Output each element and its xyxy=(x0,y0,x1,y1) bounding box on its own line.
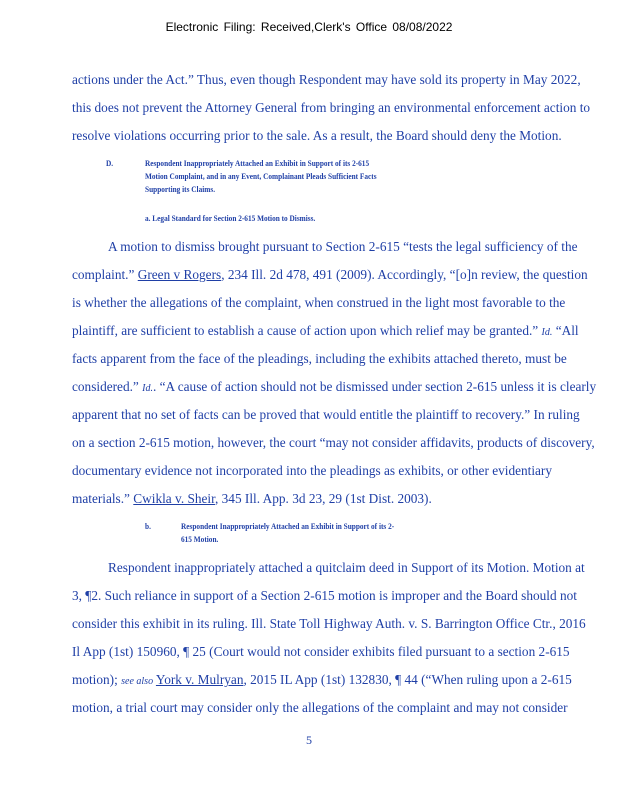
para3-line5 xyxy=(72,672,600,688)
signal-see-also: see also xyxy=(121,676,154,687)
para3-line2: 3, ¶2. Such reliance in support of a Section 2-615 motion is improper and the Board should not xyxy=(72,588,577,603)
para2-line10-a: materials.” xyxy=(72,491,134,506)
citation-toll-highway: Ill. State Toll Highway Auth. v. S. Barrington Office Ctr. xyxy=(251,616,553,631)
heading-b-line2: 615 Motion. xyxy=(181,534,219,544)
page-number: 5 xyxy=(306,733,312,747)
filing-header: Electronic Filing: Received,Clerk's Office 08/08/2022 xyxy=(165,20,453,34)
citation-cwikla-v-sheir: Cwikla v. Sheir xyxy=(133,491,215,506)
para3-line5-a: motion); xyxy=(72,672,122,687)
para3-line1: Respondent inappropriately attached a quitclaim deed in Support of its Motion. Motion at xyxy=(108,560,585,575)
para3-line5-b: , 2015 IL App (1st) 132830, ¶ 44 (“When ruling upon a 2-615 xyxy=(243,672,572,687)
para1-line1: actions under the Act.” Thus, even though Respondent may have sold its property in May 2022, xyxy=(72,72,581,87)
citation-id-2: Id. xyxy=(142,383,153,394)
para2-line4 xyxy=(72,323,600,339)
para2-line8: on a section 2-615 motion, however, the court “may not consider affidavits, products of discovery, xyxy=(72,435,595,450)
para2-line6 xyxy=(72,379,600,395)
citation-green-v-rogers: Green v Rogers xyxy=(137,267,222,282)
para2-line5: facts apparent from the face of the pleadings, including the exhibits attached thereto, must be xyxy=(72,351,567,366)
heading-d-line3: Supporting its Claims. xyxy=(145,184,216,194)
para2-line2 xyxy=(72,267,600,283)
para2-line6-a: considered.” xyxy=(72,379,143,394)
para2-line4-a: plaintiff, are sufficient to establish a cause of action upon which relief may be granted.” xyxy=(72,323,542,338)
heading-d-letter: D. xyxy=(106,158,114,168)
para2-line10 xyxy=(72,491,600,507)
para2-line2-b: , 234 Ill. 2d 478, 491 (2009). Accordingly, “[o]n review, the question xyxy=(221,267,588,282)
heading-a: a. Legal Standard for Section 2-615 Motion to Dismiss. xyxy=(145,213,316,223)
citation-york-v-mulryan: York v. Mulryan xyxy=(155,672,244,687)
heading-b-letter: b. xyxy=(145,521,151,531)
para3-line3 xyxy=(72,616,600,632)
citation-id-1: Id. xyxy=(541,327,553,338)
para2-line7: apparent that no set of facts can be proved that would entitle the plaintiff to recovery.” In ruling xyxy=(72,407,580,422)
para3-line3-b: , 2016 xyxy=(552,616,586,631)
heading-b-line1: Respondent Inappropriately Attached an Exhibit in Support of its 2- xyxy=(181,521,395,531)
para2-line10-b: , 345 Ill. App. 3d 23, 29 (1st Dist. 2003). xyxy=(215,491,432,506)
para2-line1: A motion to dismiss brought pursuant to Section 2-615 “tests the legal sufficiency of the xyxy=(108,239,578,254)
para1-line2: this does not prevent the Attorney General from bringing an environmental enforcement action to xyxy=(72,100,591,115)
para2-line2-a: complaint.” xyxy=(72,267,138,282)
para1-line3: resolve violations occurring prior to the sale. As a result, the Board should deny the Motion. xyxy=(72,128,562,143)
para2-line4-b: “All xyxy=(552,323,579,338)
para3-line6: motion, a trial court may consider only the allegations of the complaint and may not consider xyxy=(72,700,568,715)
para2-line3: is whether the allegations of the complaint, when construed in the light most favorable to the xyxy=(72,295,566,310)
para2-line6-b: . “A cause of action should not be dismissed under section 2-615 unless it is clearly xyxy=(153,379,597,394)
heading-d-line2: Motion Complaint, and in any Event, Complainant Pleads Sufficient Facts xyxy=(145,171,377,181)
para3-line4: Il App (1st) 150960, ¶ 25 (Court would not consider exhibits filed pursuant to a section 2-615 xyxy=(72,644,570,659)
para2-line9: documentary evidence not incorporated into the pleadings as exhibits, or other evidentiary xyxy=(72,463,553,478)
heading-d-line1: Respondent Inappropriately Attached an Exhibit in Support of its 2-615 xyxy=(145,158,370,168)
para3-line3-a: consider this exhibit in its ruling. xyxy=(72,616,252,631)
